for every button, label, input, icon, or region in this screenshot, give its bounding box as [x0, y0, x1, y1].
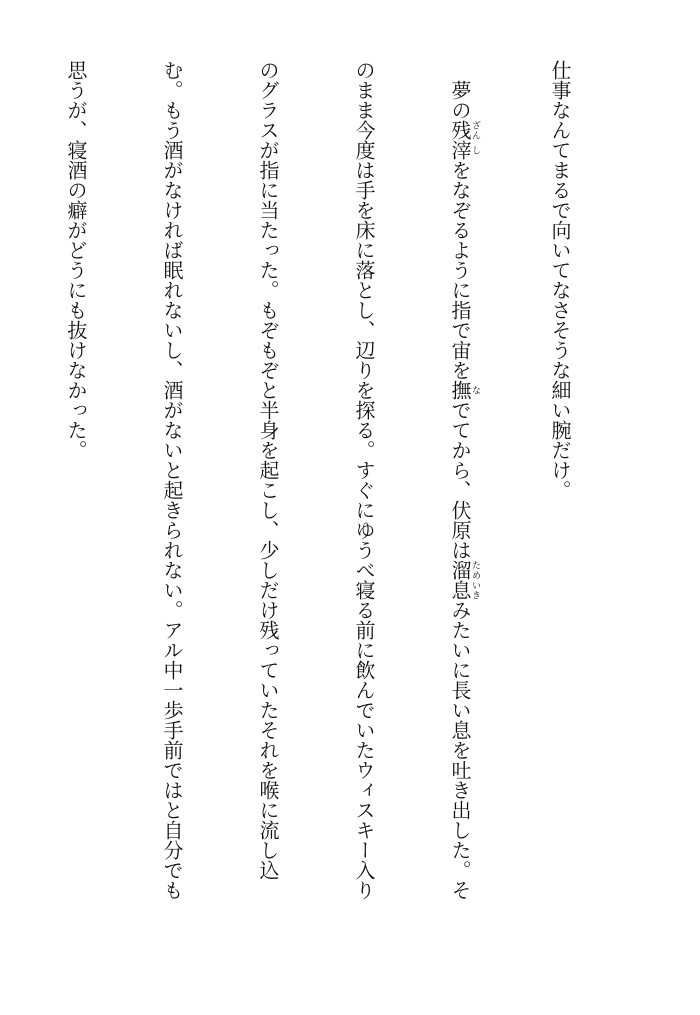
text-line: のグラスが指に当たった。もぞもぞと半身を起こし、少しだけ残っていたそれを喉に流し込: [256, 60, 280, 880]
ruby-tameiki: 溜息ためいき: [448, 560, 480, 600]
text-line: む。もう酒がなければ眠れないし、酒がないと起きられない。アル中一歩手前ではと自分でも: [160, 60, 184, 900]
ruby-zanshi: 滓し: [448, 140, 480, 160]
ruby-naderu: 撫な: [448, 380, 480, 400]
text-line: 思うが、寝酒の癖がどうにも抜けなかった。: [64, 60, 88, 460]
text-line: 仕事なんてまるで向いてなさそうな細い腕だけ。: [548, 60, 572, 500]
text-line: のまま今度は手を床に落とし、辺りを探る。すぐにゆうべ寝る前に飲んでいたウィスキー入り: [352, 60, 376, 900]
ruby-zan: 残ざん: [448, 120, 480, 140]
vertical-text-body: [40, 60, 640, 960]
text-line: 夢の残ざん滓しをなぞるように指で宙を撫なでてから、伏原は溜息ためいきみたいに長い息を吐き出した。そ: [448, 60, 480, 900]
